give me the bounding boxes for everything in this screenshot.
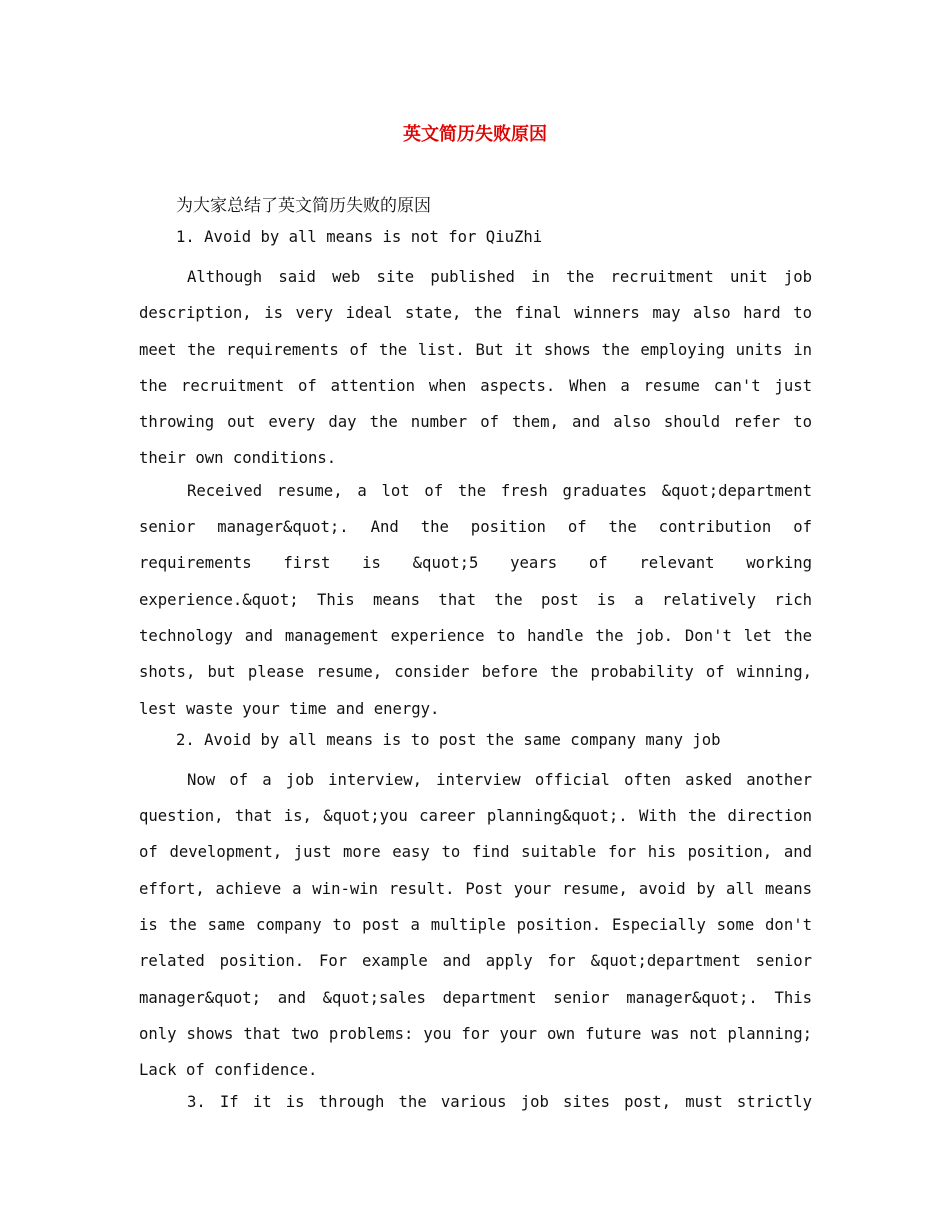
- trailing-paragraph: 3. If it is through the various job sites post, must strictly: [187, 1092, 812, 1111]
- intro-text: 为大家总结了英文简历失败的原因: [176, 196, 431, 216]
- document-title: 英文简历失败原因: [403, 124, 547, 145]
- section-1-paragraph-2: Received resume, a lot of the fresh graduates &quot;department senior manager&quot;. And the position of the contribution of requirements first is &quot;5 years of relevant working experience.&quot; This means that the post is a relatively rich technology and management experience to handle the job. Don't let the shots, but please resume, consider before the probability of winning, lest waste your time and energy.: [139, 481, 812, 718]
- document-body: [139, 192, 812, 1113]
- section-2-paragraph-1: Now of a job interview, interview official often asked another question, that is, &quot;you career planning&quot;. With the direction of development, just more easy to find suitable for his position, and effort, achieve a win-win result. Post your resume, avoid by all means is the same company to post a multiple position. Especially some don't related position. For example and apply for &quot;department senior manager&quot; and &quot;sales department senior manager&quot;. This only shows that two problems: you for your own future was not planning; Lack of confidence.: [139, 770, 812, 1080]
- section-heading-1: 1. Avoid by all means is not for QiuZhi: [176, 228, 543, 246]
- section-1-paragraph-1: Although said web site published in the recruitment unit job description, is very ideal state, the final winners may also hard to meet the requirements of the list. But it shows the employing units in the recruitment of attention when aspects. When a resume can't just throwing out every day the number of them, and also should refer to their own conditions.: [139, 268, 812, 468]
- section-heading-2: 2. Avoid by all means is to post the same company many job: [176, 730, 721, 749]
